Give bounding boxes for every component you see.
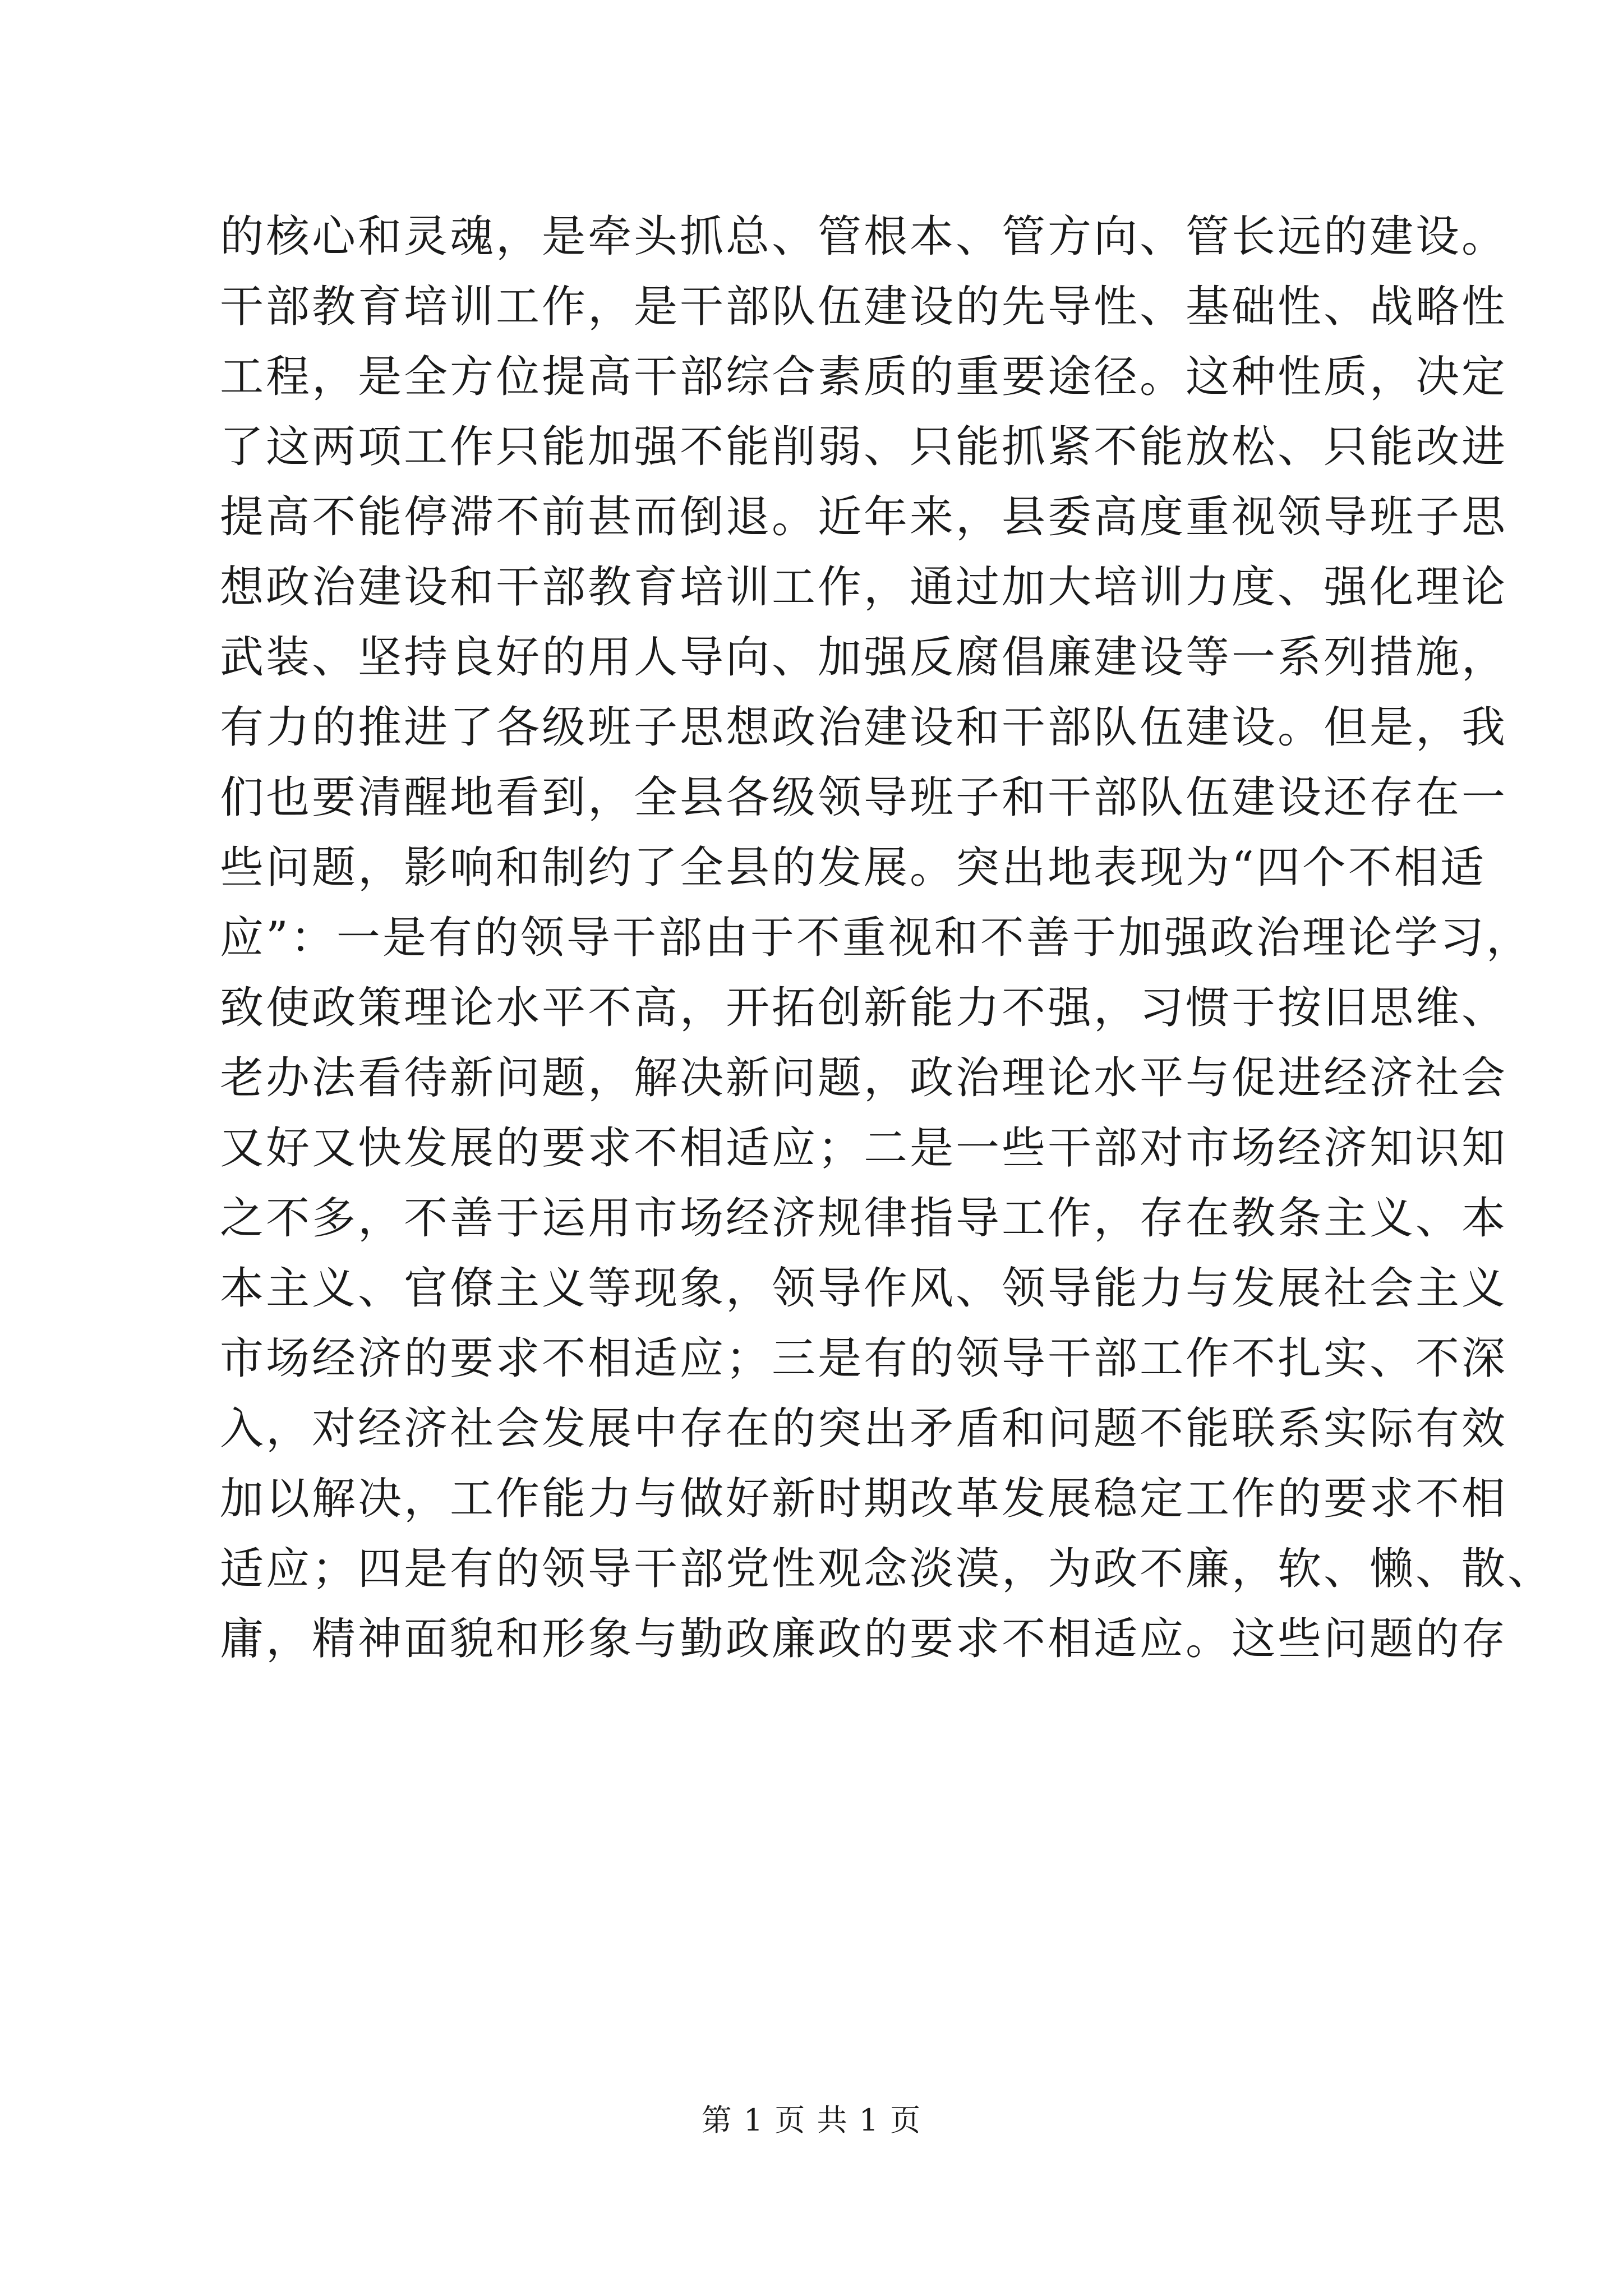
text-line: 市场经济的要求不相适应；三是有的领导干部工作不扎实、不深	[220, 1333, 1508, 1384]
text-line: 工程，是全方位提高干部综合素质的重要途径。这种性质，决定	[220, 352, 1508, 402]
text-line: 武装、坚持良好的用人导向、加强反腐倡廉建设等一系列措施，	[220, 632, 1508, 683]
page-number-footer: 第 1 页 共 1 页	[701, 2102, 922, 2138]
text-line: 庸，精神面貌和形象与勤政廉政的要求不相适应。这些问题的存	[220, 1614, 1508, 1664]
body-text	[220, 202, 1554, 1674]
text-line: 入，对经济社会发展中存在的突出矛盾和问题不能联系实际有效	[220, 1404, 1508, 1454]
text-line: 适应；四是有的领导干部党性观念淡漠，为政不廉，软、懒、散、	[220, 1544, 1554, 1594]
text-line: 致使政策理论水平不高，开拓创新能力不强，习惯于按旧思维、	[220, 983, 1508, 1033]
text-line: 老办法看待新问题，解决新问题，政治理论水平与促进经济社会	[220, 1053, 1508, 1103]
text-line: 又好又快发展的要求不相适应；二是一些干部对市场经济知识知	[220, 1123, 1508, 1174]
text-line: 应”：一是有的领导干部由于不重视和不善于加强政治理论学习，	[220, 913, 1532, 963]
text-line: 加以解决，工作能力与做好新时期改革发展稳定工作的要求不相	[220, 1474, 1508, 1524]
text-line: 干部教育培训工作，是干部队伍建设的先导性、基础性、战略性	[220, 282, 1508, 332]
text-line: 之不多，不善于运用市场经济规律指导工作，存在教条主义、本	[220, 1193, 1508, 1244]
text-line: 有力的推进了各级班子思想政治建设和干部队伍建设。但是，我	[220, 702, 1508, 753]
text-line: 了这两项工作只能加强不能削弱、只能抓紧不能放松、只能改进	[220, 422, 1508, 472]
text-line: 的核心和灵魂，是牵头抓总、管根本、管方向、管长远的建设。	[220, 211, 1508, 262]
text-line: 们也要清醒地看到，全县各级领导班子和干部队伍建设还存在一	[220, 772, 1508, 823]
text-line: 想政治建设和干部教育培训工作，通过加大培训力度、强化理论	[220, 562, 1508, 613]
text-line: 些问题，影响和制约了全县的发展。突出地表现为“四个不相适	[220, 843, 1486, 893]
text-line: 本主义、官僚主义等现象，领导作风、领导能力与发展社会主义	[220, 1263, 1508, 1314]
text-line: 提高不能停滞不前甚而倒退。近年来，县委高度重视领导班子思	[220, 492, 1508, 542]
